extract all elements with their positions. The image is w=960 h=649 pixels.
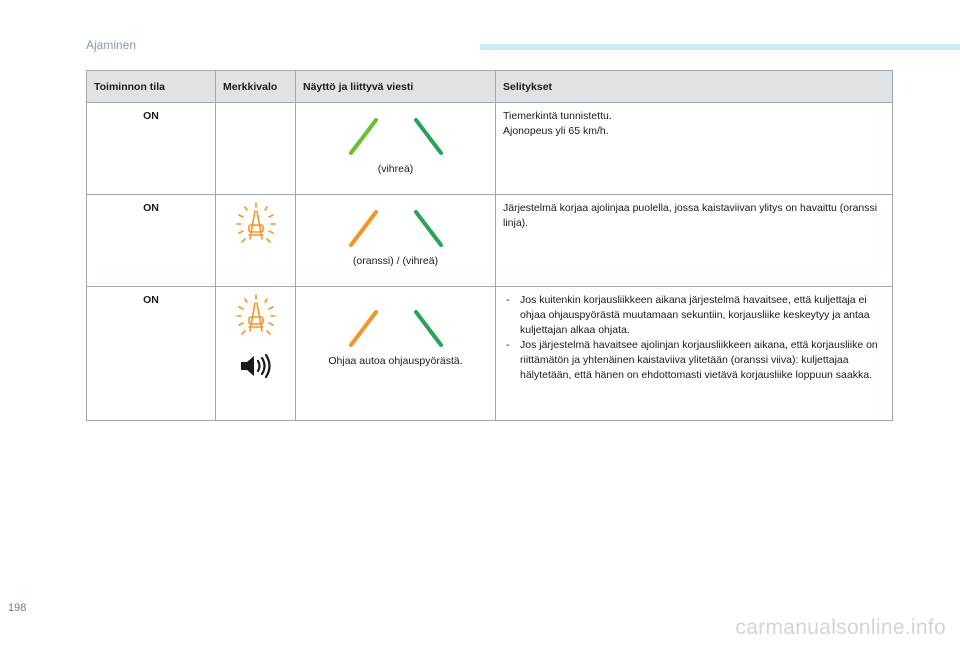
lane-assist-warning-icon — [234, 293, 278, 337]
display-caption: (oranssi) / (vihreä) — [352, 255, 439, 267]
lane-lines-icon — [346, 207, 446, 251]
explanation-cell — [496, 287, 893, 421]
explanation-list — [503, 293, 885, 383]
table-row — [87, 103, 893, 195]
column-header-explanation: Selitykset — [496, 71, 893, 103]
explanation-cell: Järjestelmä korjaa ajolinjaa puolella, jossa kaistaviivan ylitys on havaittu (oranssi linja). — [496, 195, 893, 287]
indicator-cell — [216, 195, 296, 287]
explanation-line: Ajonopeus yli 65 km/h. — [503, 125, 609, 137]
lane-lines-icon — [346, 307, 446, 351]
table-header-row — [87, 71, 893, 103]
display-caption: Ohjaa autoa ohjauspyörästä. — [328, 355, 463, 367]
page-number: 198 — [8, 602, 27, 614]
lane-assist-warning-icon — [234, 201, 278, 245]
list-item: - Jos järjestelmä havaitsee ajolinjan korjausliikkeen aikana, että korjausliike on riittämätön ja yhtenäinen kaistaviiva ylitetään (oranssi viiva): kuljettajaa hälytetään, että hänen on ehdottomasti vietävä korjausliike loppuun saakka. — [503, 338, 885, 383]
display-caption: (vihreä) — [377, 163, 414, 175]
explanation-cell — [496, 103, 893, 195]
sound-icon — [239, 353, 273, 379]
indicator-cell — [216, 287, 296, 421]
lane-lines-icon — [346, 115, 446, 159]
table-row — [87, 195, 893, 287]
header-accent-bar — [480, 44, 960, 50]
display-cell — [296, 195, 496, 287]
column-header-state: Toiminnon tila — [87, 71, 216, 103]
explanation-line: Tiemerkintä tunnistettu. — [503, 110, 612, 122]
section-title: Ajaminen — [86, 38, 137, 52]
status-table — [86, 70, 893, 421]
display-cell — [296, 287, 496, 421]
indicator-cell — [216, 103, 296, 195]
list-item: - Jos kuitenkin korjausliikkeen aikana järjestelmä havaitsee, että kuljettaja ei ohjaa ohjauspyörästä muutamaan sekuntiin, korjausliike keskeytyy ja antaa kuljettajan alkaa ohjata. — [503, 293, 885, 338]
watermark: carmanualsonline.info — [735, 616, 946, 639]
state-cell: ON — [87, 287, 216, 421]
display-cell — [296, 103, 496, 195]
state-cell: ON — [87, 195, 216, 287]
table-row — [87, 287, 893, 421]
state-cell: ON — [87, 103, 216, 195]
column-header-display: Näyttö ja liittyvä viesti — [296, 71, 496, 103]
column-header-indicator: Merkkivalo — [216, 71, 296, 103]
